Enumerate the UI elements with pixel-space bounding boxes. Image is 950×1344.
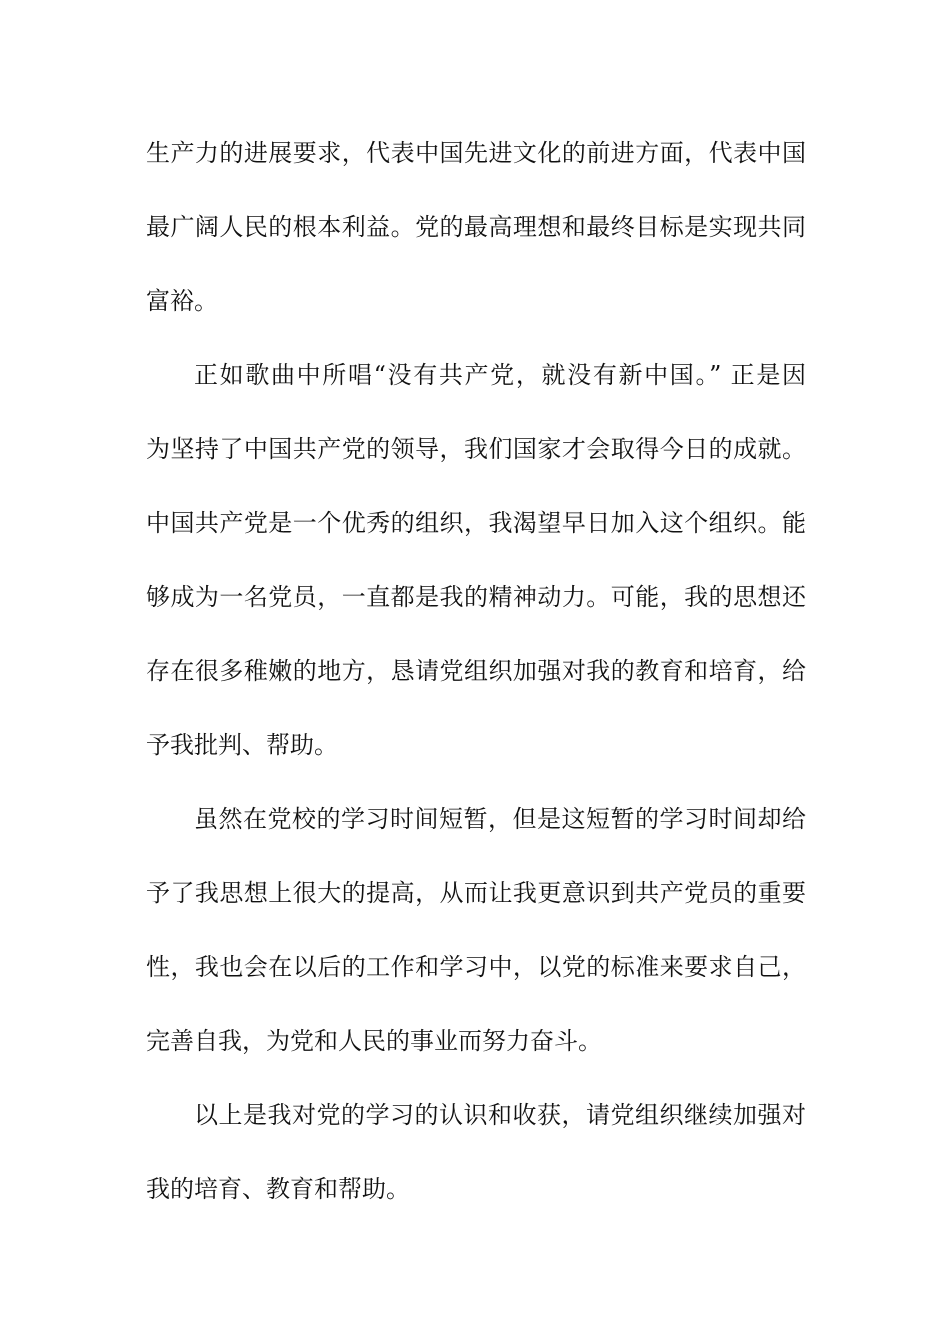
text-line: 够成为一名党员，一直都是我的精神动力。可能，我的思想还 — [146, 583, 806, 611]
text-line: 最广阔人民的根本利益。党的最高理想和最终目标是实现共同 — [146, 213, 806, 241]
text-line: 中国共产党是一个优秀的组织，我渴望早日加入这个组织。能 — [146, 509, 806, 537]
text-line: 我的培育、教育和帮助。 — [146, 1175, 410, 1203]
text-line: 生产力的进展要求，代表中国先进文化的前进方面，代表中国 — [146, 139, 806, 167]
paragraph — [146, 791, 806, 1087]
text-line: 为坚持了中国共产党的领导，我们国家才会取得今日的成就。 — [146, 435, 806, 463]
text-line: 予了我思想上很大的提高，从而让我更意识到共产党员的重要 — [146, 879, 806, 907]
text-line: 完善自我，为党和人民的事业而努力奋斗。 — [146, 1027, 602, 1055]
paragraph — [146, 347, 806, 791]
text-line: 虽然在党校的学习时间短暂，但是这短暂的学习时间却给 — [194, 805, 806, 833]
text-line: 存在很多稚嫩的地方，恳请党组织加强对我的教育和培育，给 — [146, 657, 806, 685]
paragraph — [146, 125, 806, 347]
text-line: 正如歌曲中所唱“没有共产党，就没有新中国。” 正是因 — [194, 361, 806, 389]
text-line: 以上是我对党的学习的认识和收获，请党组织继续加强对 — [194, 1101, 806, 1129]
document-body — [146, 125, 806, 1235]
paragraph — [146, 1087, 806, 1235]
text-line: 予我批判、帮助。 — [146, 731, 338, 759]
text-line: 性，我也会在以后的工作和学习中，以党的标准来要求自己， — [146, 953, 806, 981]
text-line: 富裕。 — [146, 287, 218, 315]
